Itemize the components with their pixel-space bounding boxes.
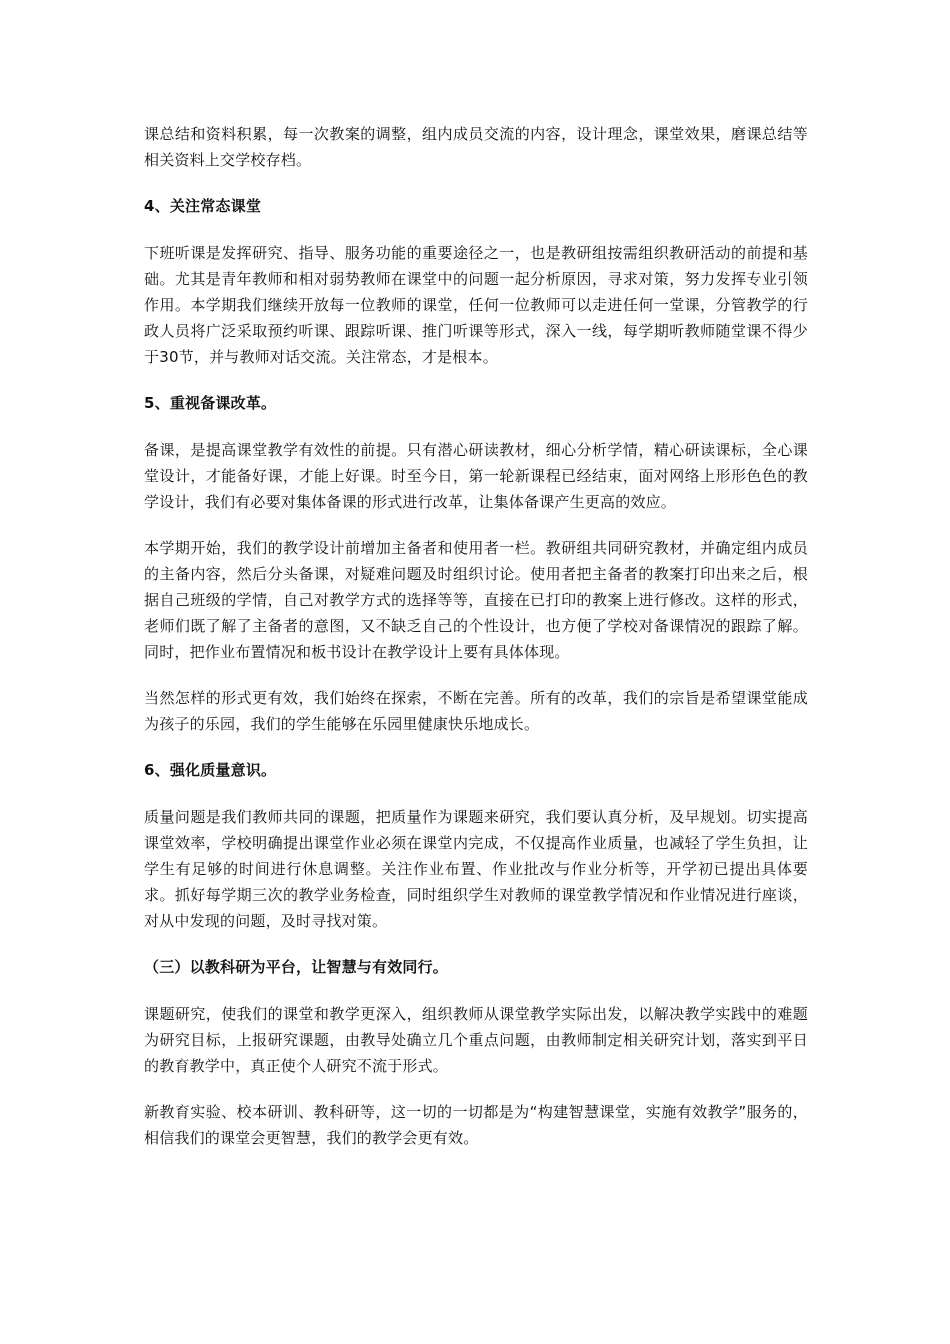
section-6-paragraph: 质量问题是我们教师共同的课题，把质量作为课题来研究，我们要认真分析，及早规划。切实提高课堂效率，学校明确提出课堂作业必须在课堂内完成，不仅提高作业质量，也减轻了学生负担，让学生有足够的时间进行休息调整。关注作业布置、作业批改与作业分析等，开学初已提出具体要求。抓好每学期三次的教学业务检查，同时组织学生对教师的课堂教学情况和作业情况进行座谈，对从中发现的问题，及时寻找对策。 [144,808,808,930]
section-4-heading: 4、关注常态课堂 [144,197,262,215]
part-3-paragraph-2: 新教育实验、校本研训、教科研等，这一切的一切都是为“构建智慧课堂，实施有效教学”服务的，相信我们的课堂会更智慧，我们的教学会更有效。 [144,1103,808,1147]
section-5-paragraph-2: 本学期开始，我们的教学设计前增加主备者和使用者一栏。教研组共同研究教材，并确定组内成员的主备内容，然后分头备课，对疑难问题及时组织讨论。使用者把主备者的教案打印出来之后，根据自己班级的学情，自己对教学方式的选择等等，直接在已打印的教案上进行修改。这样的形式，老师们既了解了主备者的意图，又不缺乏自己的个性设计，也方便了学校对备课情况的跟踪了解。同时，把作业布置情况和板书设计在教学设计上要有具体体现。 [144,539,808,661]
section-6-heading: 6、强化质量意识。 [144,761,277,779]
document-page [144,121,808,1151]
section-5-heading: 5、重视备课改革。 [144,394,277,412]
part-3-paragraph-1: 课题研究，使我们的课堂和教学更深入，组织教师从课堂教学实际出发，以解决教学实践中的难题为研究目标，上报研究课题，由教导处确立几个重点问题，由教师制定相关研究计划，落实到平日的教育教学中，真正使个人研究不流于形式。 [144,1005,808,1075]
section-4-paragraph: 下班听课是发挥研究、指导、服务功能的重要途径之一，也是教研组按需组织教研活动的前提和基础。尤其是青年教师和相对弱势教师在课堂中的问题一起分析原因，寻求对策，努力发挥专业引领作用。本学期我们继续开放每一位教师的课堂，任何一位教师可以走进任何一堂课，分管教学的行政人员将广泛采取预约听课、跟踪听课、推门听课等形式，深入一线，每学期听教师随堂课不得少于30节，并与教师对话交流。关注常态，才是根本。 [144,244,808,366]
intro-paragraph: 课总结和资料积累，每一次教案的调整，组内成员交流的内容，设计理念，课堂效果，磨课总结等相关资料上交学校存档。 [144,125,808,169]
part-3-heading: （三）以教科研为平台，让智慧与有效同行。 [144,958,449,976]
section-5-paragraph-1: 备课，是提高课堂教学有效性的前提。只有潜心研读教材，细心分析学情，精心研读课标，全心课堂设计，才能备好课，才能上好课。时至今日，第一轮新课程已经结束，面对网络上形形色色的教学设计，我们有必要对集体备课的形式进行改革，让集体备课产生更高的效应。 [144,441,808,511]
section-5-paragraph-3: 当然怎样的形式更有效，我们始终在探索，不断在完善。所有的改革，我们的宗旨是希望课堂能成为孩子的乐园，我们的学生能够在乐园里健康快乐地成长。 [144,689,808,733]
